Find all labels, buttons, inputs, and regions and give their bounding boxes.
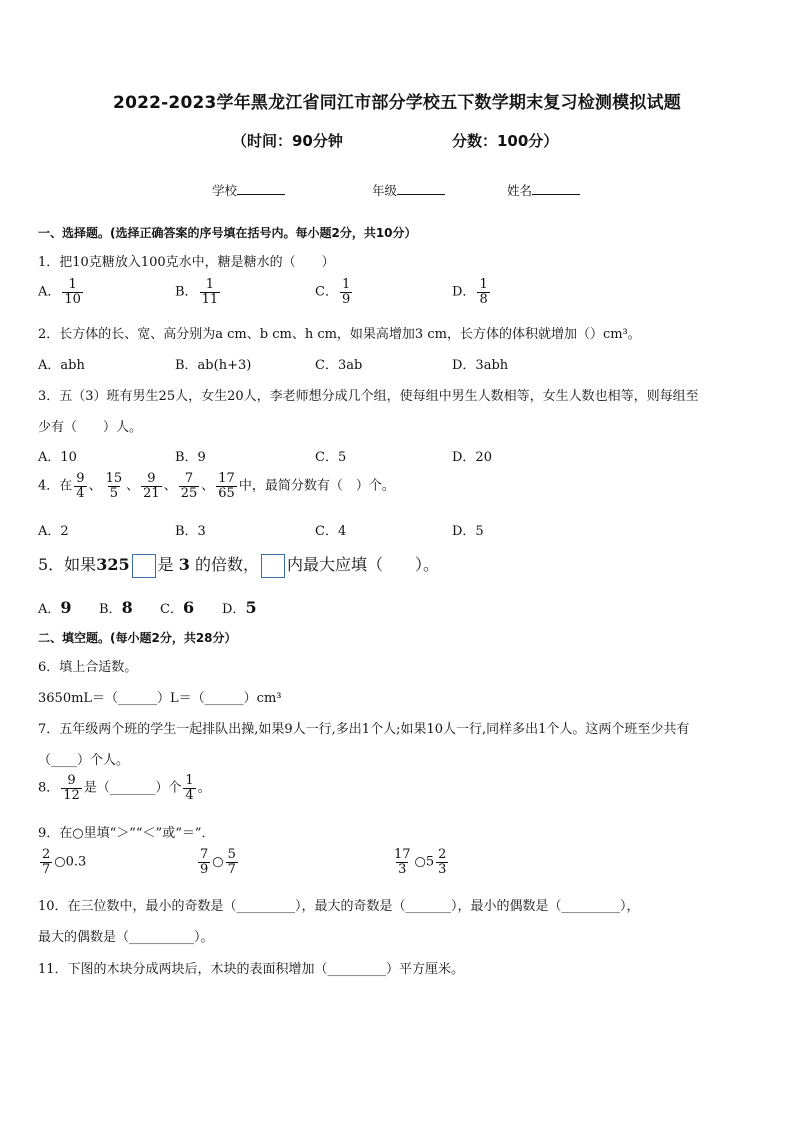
exam-title: 2022-2023学年黑龙江省同江市部分学校五下数学期末复习检测模拟试题 [113, 93, 681, 113]
compare-circle: ○ [414, 854, 426, 870]
question-5: 5．如果325 是 3 的倍数， 内最大应填（ ）。 [38, 552, 439, 578]
question-3-line-2: 少有（ ）人。 [38, 420, 143, 435]
q3-option-c[interactable]: C．5 [315, 450, 347, 465]
question-10-line-2[interactable]: 最大的偶数是（__________）。 [38, 930, 214, 945]
q1-option-a[interactable]: A． $\frac{1}{10}$ [38, 277, 81, 307]
question-6: 6．填上合适数。 [38, 660, 138, 675]
fraction: $\frac{1}{4}$ [185, 773, 194, 803]
q9-item-3[interactable]: $\frac{17}{3}$ ○5 $\frac{2}{3}$ [394, 847, 447, 877]
fraction: $\frac{17}{65}$ [218, 471, 235, 501]
question-7-line-1: 7．五年级两个班的学生一起排队出操,如果9人一行,多出1个人;如果10人一行,同样多出1个人。这两个班至少共有 [38, 722, 690, 737]
q9-item-2[interactable] [196, 848, 240, 876]
school-label: 学校 [212, 183, 238, 198]
q5-option-a[interactable]: A．9 [38, 598, 72, 617]
exam-time: （时间：90分钟 [232, 132, 343, 150]
question-1: 1．把10克糖放入100克水中，糖是糖水的（ ） [38, 255, 335, 270]
q4-option-a[interactable]: A．2 [38, 524, 69, 539]
question-9: 9．在○里填“＞”“＜”或“＝”． [38, 826, 215, 841]
fraction: $\frac{2}{7}$ [42, 847, 51, 877]
fraction: $\frac{1}{11}$ [201, 277, 219, 307]
q3-option-a[interactable]: A．10 [38, 450, 77, 465]
name-field [507, 181, 580, 199]
question-10-line-1[interactable]: 10．在三位数中，最小的奇数是（_________），最大的奇数是（_______），最小的偶数是（_________）， [38, 899, 640, 914]
fraction: $\frac{7}{25}$ [180, 471, 198, 501]
q2-option-b[interactable]: B．ab(h+3) [175, 358, 252, 373]
fraction: $\frac{1}{8}$ [479, 277, 488, 307]
question-3-line-1: 3．五（3）班有男生25人，女生20人，李老师想分成几个组，使每组中男生人数相等，女生人数也相等，则每组至 [38, 389, 699, 404]
fraction: $\frac{9}{12}$ [63, 773, 80, 803]
q1-option-b[interactable]: B． $\frac{1}{11}$ [175, 277, 219, 307]
question-11[interactable]: 11．下图的木块分成两块后，木块的表面积增加（_________）平方厘米。 [38, 962, 465, 977]
question-6-blank-line[interactable]: 3650mL＝（______）L＝（______）cm³ [38, 691, 282, 706]
q1-option-d[interactable]: D． $\frac{1}{8}$ [452, 277, 488, 307]
compare-circle: ○ [54, 854, 66, 870]
q4-option-b[interactable]: B．3 [175, 524, 206, 539]
fraction: $\frac{1}{10}$ [64, 277, 81, 307]
question-7-line-2[interactable]: （____）个人。 [38, 753, 130, 768]
fraction: $\frac{9}{21}$ [143, 471, 160, 501]
q3-option-d[interactable]: D．20 [452, 450, 492, 465]
q5-option-c[interactable]: C．6 [160, 598, 195, 617]
section-heading-fill: 二、填空题。(每小题2分，共28分） [38, 631, 237, 645]
q4-option-c[interactable]: C．4 [315, 524, 347, 539]
name-blank[interactable] [532, 182, 580, 195]
compare-circle: ○ [212, 854, 224, 870]
fraction: $\frac{15}{5}$ [105, 471, 123, 501]
grade-field [372, 181, 445, 199]
grade-label: 年级 [372, 183, 398, 198]
school-blank[interactable] [237, 182, 285, 195]
q3-option-b[interactable]: B．9 [175, 450, 206, 465]
q2-option-d[interactable]: D．3abh [452, 358, 509, 373]
q2-option-c[interactable]: C．3ab [315, 358, 363, 373]
question-2: 2．长方体的长、宽、高分别为a cm、b cm、h cm，如果高增加3 cm，长方体的体积就增加（）cm³。 [38, 327, 641, 342]
section-heading-choice: 一、选择题。(选择正确答案的序号填在括号内。每小题2分，共10分） [38, 226, 417, 240]
fraction: $\frac{5}{7}$ [227, 847, 236, 877]
fraction: $\frac{7}{9}$ [200, 847, 209, 877]
answer-box[interactable] [132, 554, 156, 578]
fraction: $\frac{17}{3}$ [394, 847, 411, 877]
name-label: 姓名 [507, 183, 533, 198]
fraction: $\frac{9}{4}$ [76, 471, 85, 501]
q5-option-d[interactable]: D．5 [222, 598, 257, 617]
school-field [212, 181, 285, 199]
answer-box[interactable] [261, 554, 285, 578]
q9-item-1[interactable]: $\frac{2}{7}$ ○0.3 [42, 847, 87, 877]
grade-blank[interactable] [397, 182, 445, 195]
q4-option-d[interactable]: D．5 [452, 524, 484, 539]
question-4: 4．在 $\frac{9}{4}$ 、 $\frac{15}{5}$ 、 $\frac{9}{21}$ 、 $\frac{7}{25}$ 、 $\frac{17}{65}$ 中，最简分数有（ ）个。 [38, 471, 395, 501]
question-8[interactable]: 8． $\frac{9}{12}$ 是（_______）个 $\frac{1}{4}$ 。 [38, 773, 211, 803]
q2-option-a[interactable]: A．abh [38, 358, 85, 373]
q1-option-c[interactable]: C． $\frac{1}{9}$ [315, 277, 351, 307]
fraction: $\frac{2}{3}$ [438, 847, 447, 877]
exam-score: 分数：100分） [452, 132, 559, 150]
q5-option-b[interactable]: B．8 [99, 598, 133, 617]
fraction: $\frac{1}{9}$ [341, 277, 351, 307]
